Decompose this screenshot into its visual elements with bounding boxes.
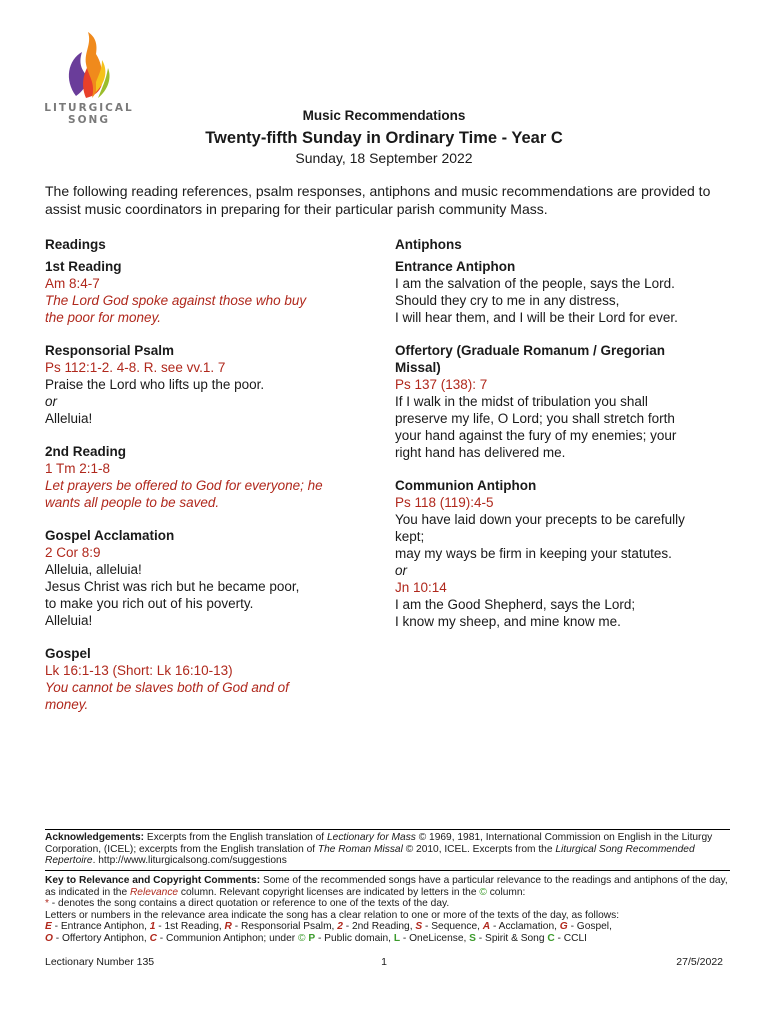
first-reading-text: the poor for money.	[45, 310, 162, 325]
psalm-section	[45, 342, 385, 427]
star-symbol: *	[45, 898, 49, 909]
ack-text: © 2010, ICEL. Excerpts from the	[402, 843, 556, 855]
key-text: - denotes the song contains a direct quotation or reference to one of the texts of the day.	[48, 898, 450, 909]
acclamation-section	[45, 527, 385, 629]
communion-line: You have laid down your precepts to be carefully	[395, 512, 685, 527]
key-relevance-word: Relevance	[129, 886, 179, 898]
lectionary-number: Lectionary Number 135	[45, 956, 155, 968]
offertory-ref: Ps 137 (138): 7	[395, 377, 488, 392]
gospel-text: You cannot be slaves both of God and of	[45, 680, 289, 695]
communion-ref: Ps 118 (119):4-5	[395, 495, 494, 510]
license-l: L	[393, 932, 401, 944]
license-c: C	[547, 932, 555, 944]
antiphons-heading: Antiphons	[395, 237, 462, 252]
communion-line: may my ways be firm in keeping your statutes.	[395, 546, 672, 561]
entrance-antiphon-line: I am the salvation of the people, says the Lord.	[395, 276, 675, 291]
key-text: Some of the recommended songs have a particular relevance to the readings and antiphons of the day, as indicated in the	[45, 875, 728, 898]
ack-title-repertoire: Liturgical Song Recommended Repertoire	[45, 843, 695, 866]
psalm-or: or	[45, 394, 58, 409]
code-1: 1	[149, 921, 156, 932]
key-text: - Entrance Antiphon,	[51, 921, 150, 932]
key-codes-line-1	[45, 921, 730, 933]
second-reading-text: Let prayers be offered to God for everyone; he	[45, 478, 323, 493]
code-a: A	[482, 921, 491, 932]
copyright-symbol: ©	[479, 886, 487, 898]
offertory-line: right hand has delivered me.	[395, 445, 566, 460]
logo-text-song: SONG	[68, 114, 110, 126]
ack-label: Acknowledgements:	[45, 832, 145, 843]
key-text: - Gospel,	[567, 921, 612, 932]
offertory-line: If I walk in the midst of tribulation you shall	[395, 394, 648, 409]
offertory-title: Missal)	[395, 360, 441, 375]
acclamation-line: to make you rich out of his poverty.	[45, 596, 254, 611]
key-letters-line: Letters or numbers in the relevance area indicate the song has a clear relation to one or more of the texts of the day, as follows:	[45, 909, 620, 921]
second-reading-title: 2nd Reading	[45, 444, 127, 459]
communion-ref-alt: Jn 10:14	[395, 580, 447, 595]
readings-heading: Readings	[45, 237, 106, 252]
key-text: - Communion Antiphon; under	[156, 932, 298, 944]
ack-text: . http://www.liturgicalsong.com/suggestions	[92, 855, 287, 866]
gospel-text: money.	[45, 697, 89, 712]
communion-antiphon-title: Communion Antiphon	[395, 478, 537, 493]
acclamation-line: Alleluia!	[45, 613, 93, 628]
flame-logo-icon	[62, 30, 118, 102]
key-label: Key to Relevance and Copyright Comments:	[45, 875, 261, 886]
communion-antiphon-section	[395, 477, 740, 630]
code-r: R	[224, 921, 232, 932]
code-2: 2	[337, 921, 343, 932]
ack-text: © 1969, 1981, International Commission on English in the Liturgy Corporation, (ICEL); excerpts from the English translation of	[45, 832, 713, 855]
page-number: 1	[381, 956, 387, 968]
license-p: P	[308, 932, 316, 944]
key-text: - Spirit & Song	[475, 932, 548, 944]
offertory-section	[395, 342, 740, 461]
entrance-antiphon-line: I will hear them, and I will be their Lord for ever.	[395, 310, 678, 325]
document-label: Music Recommendations	[302, 108, 466, 123]
second-reading-text: wants all people to be saved.	[45, 495, 220, 510]
gospel-section	[45, 645, 385, 713]
key-star-line	[45, 898, 730, 910]
logo-text-liturgical: LITURGICAL	[44, 102, 134, 114]
entrance-antiphon-title: Entrance Antiphon	[395, 259, 516, 274]
communion-alt-line: I know my sheep, and mine know me.	[395, 614, 621, 629]
readings-column	[45, 236, 385, 729]
antiphons-column	[395, 236, 740, 646]
license-s: S	[469, 932, 476, 944]
code-g: G	[559, 921, 568, 932]
ack-title-lectionary: Lectionary for Mass	[326, 832, 416, 843]
first-reading-section	[45, 258, 385, 326]
entrance-antiphon-line: Should they cry to me in any distress,	[395, 293, 620, 308]
communion-or: or	[395, 563, 408, 578]
psalm-response: Praise the Lord who lifts up the poor.	[45, 377, 265, 392]
code-e: E	[45, 921, 52, 932]
entrance-antiphon-section	[395, 258, 740, 326]
acclamation-line: Alleluia, alleluia!	[45, 562, 142, 577]
intro-paragraph: The following reading references, psalm responses, antiphons and music recommendations are provided to assist music coordinators in preparing for their particular parish community Mass.	[45, 183, 711, 217]
second-reading-ref: 1 Tm 2:1-8	[45, 461, 111, 476]
key-text: - 2nd Reading,	[342, 921, 416, 932]
communion-alt-line: I am the Good Shepherd, says the Lord;	[395, 597, 636, 612]
key-text: - OneLicense,	[400, 932, 470, 944]
acclamation-title: Gospel Acclamation	[45, 528, 175, 543]
code-o: O	[45, 932, 53, 944]
code-c: C	[149, 932, 157, 944]
gospel-ref: Lk 16:1-13 (Short: Lk 16:10-13)	[45, 663, 233, 678]
key-text: - Public domain,	[315, 932, 394, 944]
ack-title-missal: The Roman Missal	[317, 843, 403, 855]
psalm-ref: Ps 112:1-2. 4-8. R. see vv.1. 7	[45, 360, 226, 375]
key-text: - CCLI	[554, 932, 587, 944]
key-text: - 1st Reading,	[155, 921, 225, 932]
page-title: Twenty-fifth Sunday in Ordinary Time - Year C	[205, 129, 563, 147]
key-text: column. Relevant copyright licenses are indicated by letters in the	[178, 886, 480, 898]
key-codes-line-2	[45, 933, 730, 945]
key-intro	[45, 875, 730, 898]
copyright-symbol: ©	[297, 932, 306, 944]
psalm-title: Responsorial Psalm	[45, 343, 175, 358]
offertory-title: Offertory (Graduale Romanum / Gregorian	[395, 343, 666, 358]
key-text: - Sequence,	[422, 921, 483, 932]
acclamation-line: Jesus Christ was rich but he became poor,	[45, 579, 300, 594]
ack-text: Excerpts from the English translation of	[144, 832, 327, 843]
relevance-key	[45, 875, 730, 944]
key-text: - Responsorial Psalm,	[231, 921, 338, 932]
psalm-alt-response: Alleluia!	[45, 411, 93, 426]
key-text: - Offertory Antiphon,	[52, 932, 150, 944]
first-reading-text: The Lord God spoke against those who buy	[45, 293, 307, 308]
key-text: - Acclamation,	[490, 921, 560, 932]
acclamation-ref: 2 Cor 8:9	[45, 545, 101, 560]
footer-date: 27/5/2022	[676, 956, 723, 968]
communion-line: kept;	[395, 529, 425, 544]
key-text: column:	[486, 886, 526, 898]
gospel-title: Gospel	[45, 646, 91, 661]
second-reading-section	[45, 443, 385, 511]
service-date: Sunday, 18 September 2022	[295, 150, 473, 166]
offertory-line: preserve my life, O Lord; you shall stretch forth	[395, 411, 675, 426]
first-reading-title: 1st Reading	[45, 259, 122, 274]
first-reading-ref: Am 8:4-7	[45, 276, 100, 291]
code-s: S	[415, 921, 423, 932]
acknowledgements	[45, 829, 730, 871]
offertory-line: your hand against the fury of my enemies; your	[395, 428, 677, 443]
